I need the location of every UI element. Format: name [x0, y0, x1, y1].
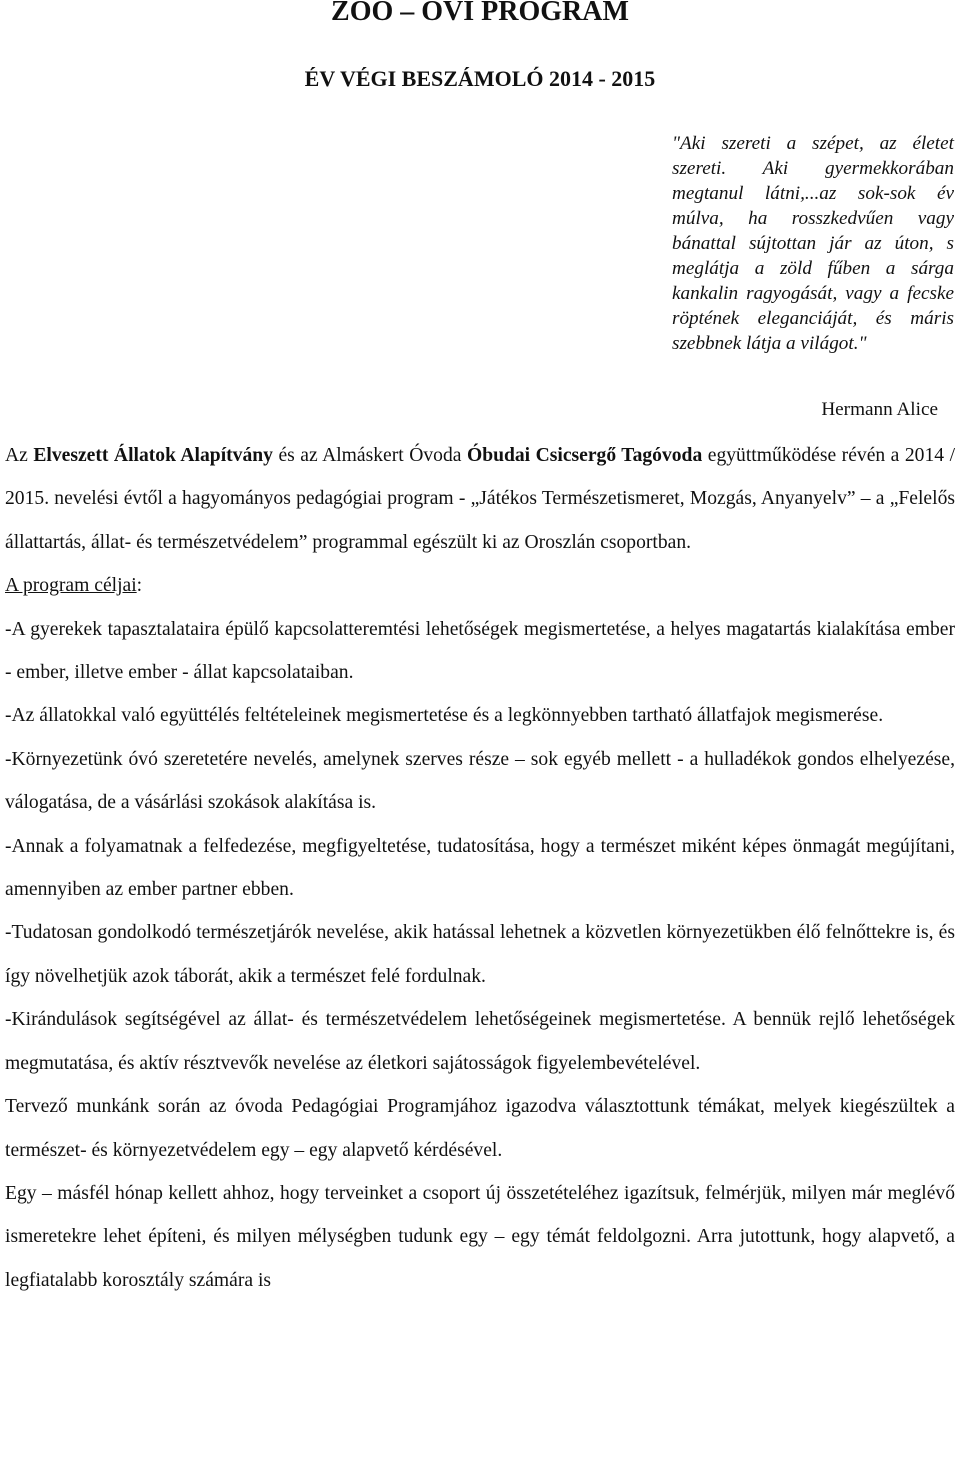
goals-heading: [5, 564, 955, 607]
report-body: [5, 434, 955, 1302]
document-title: ZOO – OVI PROGRAM: [331, 0, 629, 27]
intro-paragraph: [5, 434, 955, 564]
goal-item: -Kirándulások segítségével az állat- és természetvédelem lehetőségeinek megismertetése. A bennük rejlő lehetőségek megmutatása, és aktív résztvevők nevelése az életkori sajátosságok figyelembevételével.: [5, 1009, 955, 1074]
closing-paragraph: Tervező munkánk során az óvoda Pedagógiai Programjához igazodva választottunk témákat, melyek kiegészültek a természet- és környezetvédelem egy – egy alapvető kérdésével.: [5, 1096, 955, 1161]
intro-text-1: Az: [5, 445, 34, 466]
goal-item: -Tudatosan gondolkodó természetjárók nevelése, akik hatással lehetnek a közvetlen környezetükben élő felnőttekre is, és így növelhetjük azok táborát, akik a természet felé fordulnak.: [5, 922, 955, 987]
organization-foundation: Elveszett Állatok Alapítvány: [33, 445, 273, 466]
epigraph-quote: "Aki szereti a szépet, az életet szereti. Aki gyermekkorában megtanul látni,...az sok-sok év múlva, ha rosszkedvűen vagy bánattal sújtottan jár az úton, s meglátja a zöld fűben a sárga kankalin ragyogását, vagy a fecske röptének eleganciáját, és máris szebbnek látja a világot.": [672, 133, 954, 354]
goal-item: -Annak a folyamatnak a felfedezése, megfigyeltetése, tudatosítása, hogy a természet miként képes önmagát megújítani, amennyiben az ember partner ebben.: [5, 835, 955, 901]
goals-heading-colon: :: [136, 575, 143, 597]
intro-text-2: és az Almáskert Óvoda: [272, 445, 467, 466]
goal-item: -Az állatokkal való együttélés feltételeinek megismertetése és a legkönnyebben tartható állatfajok megismerése.: [5, 705, 884, 727]
goal-item: -Környezetünk óvó szeretetére nevelés, amelynek szerves része – sok egyéb mellett - a hulladékok gondos elhelyezése, válogatása, de a vásárlási szokások alakítása is.: [5, 748, 955, 814]
epigraph-author: Hermann Alice: [821, 399, 938, 420]
goals-heading-text: A program céljai: [5, 575, 137, 597]
goal-item: -A gyerekek tapasztalataira épülő kapcsolatteremtési lehetőségek megismertetése, a helyes magatartás kialakítása ember - ember, illetve ember - állat kapcsolataiban.: [5, 618, 955, 684]
closing-paragraph: Egy – másfél hónap kellett ahhoz, hogy terveinket a csoport új összetételéhez igazítsuk, felmérjük, milyen már meglévő ismeretekre lehet építeni, és milyen mélységben tudunk egy – egy témát feldolgozni. Arra jutottunk, hogy alapvető, a legfiatalabb korosztály számára is: [5, 1182, 955, 1291]
organization-kindergarten: Óbudai Csicsergő Tagóvoda: [466, 445, 703, 466]
document-subtitle: ÉV VÉGI BESZÁMOLÓ 2014 - 2015: [304, 66, 656, 91]
intro-text-3: együttműködése révén a 2014 / 2015. nevelési évtől a hagyományos pedagógiai program - „Játékos Természetismeret, Mozgás, Anyanyelv” – a „Felelős állattartás, állat- és természetvédelem” programmal egészült ki az Oroszlán csoportban.: [5, 445, 956, 553]
